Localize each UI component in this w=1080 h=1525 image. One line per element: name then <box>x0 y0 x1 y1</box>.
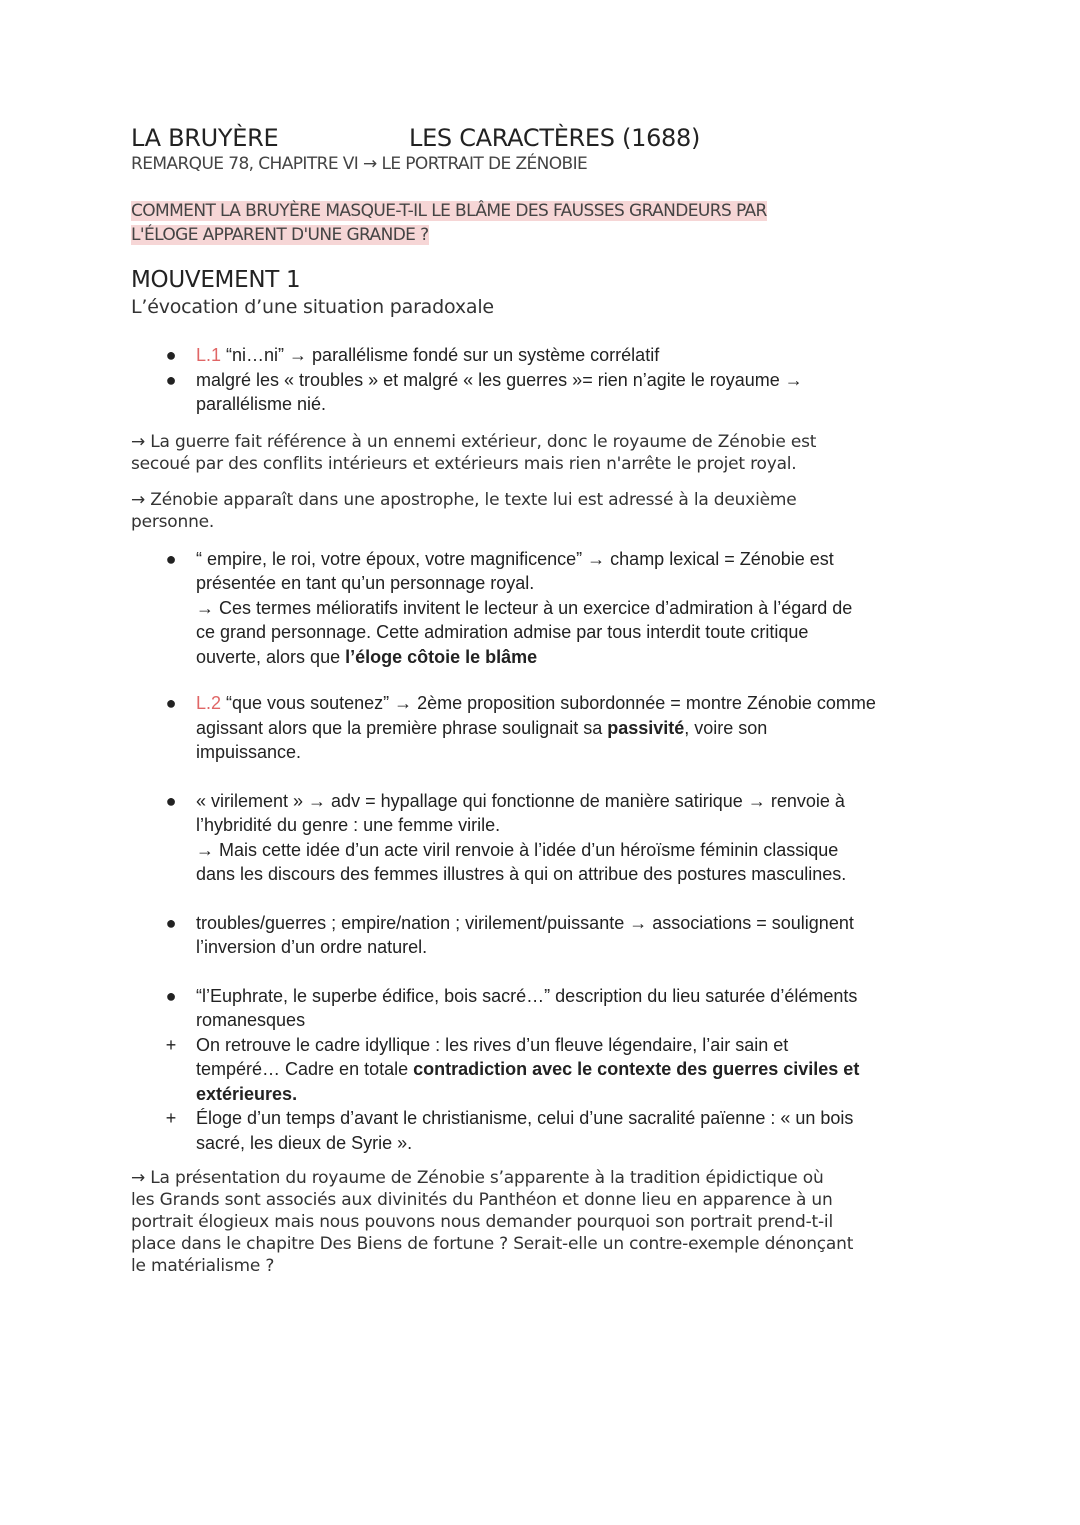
bullet-dot-icon: ● <box>165 369 177 390</box>
list-item-text: , voire son <box>684 717 768 738</box>
list-item <box>131 691 951 765</box>
author-heading: LA BRUYÈRE <box>131 124 279 152</box>
list-item-text: ce grand personnage. Cette admiration admise par tous interdit toute critique <box>196 622 809 642</box>
list-item-text: tempéré… Cadre en totale <box>196 1059 414 1079</box>
movement-title: MOUVEMENT 1 <box>131 267 301 293</box>
movement-subtitle: L’évocation d’une situation paradoxale <box>131 296 494 318</box>
paragraph-line: → Zénobie apparaît dans une apostrophe, le texte lui est adressé à la deuxième <box>131 489 797 510</box>
bullet-list-2 <box>131 547 951 670</box>
emphasis-text: passivité <box>607 717 685 738</box>
list-item <box>131 911 951 960</box>
paragraph-apostrophe <box>131 489 951 533</box>
list-item-text: « virilement » → adv = hypallage qui fonctionne de manière satirique → renvoie à <box>196 790 845 811</box>
question-line-1: COMMENT LA BRUYÈRE MASQUE-T-IL LE BLÂME DES FAUSSES GRANDEURS PAR <box>131 201 767 221</box>
list-item-text: impuissance. <box>196 742 302 762</box>
emphasis-text: contradiction avec le contexte des guerres civiles et <box>413 1059 860 1079</box>
paragraph-line: → La guerre fait référence à un ennemi extérieur, donc le royaume de Zénobie est <box>131 431 817 452</box>
list-item-text: → Mais cette idée d’un acte viril renvoie à l’idée d’un héroïsme féminin classique <box>196 839 839 860</box>
bullet-list-5 <box>131 911 951 960</box>
problematic-question <box>131 199 951 247</box>
list-item-text: troubles/guerres ; empire/nation ; virilement/puissante → associations = soulignent <box>196 912 854 933</box>
list-item <box>131 547 951 670</box>
list-item <box>131 368 951 417</box>
bullet-dot-icon: ● <box>165 693 177 713</box>
bullet-dot-icon: ● <box>165 548 177 569</box>
document-page <box>131 124 951 1277</box>
list-item-text: Éloge d’un temps d’avant le christianisme, celui d’une sacralité païenne : « un bois <box>196 1108 854 1128</box>
remark-subtitle: REMARQUE 78, CHAPITRE VI → LE PORTRAIT DE ZÉNOBIE <box>131 154 588 174</box>
bullet-list-4 <box>131 789 951 887</box>
list-item-text: agissant alors que la première phrase soulignait sa <box>196 717 608 738</box>
bullet-list-3 <box>131 691 951 765</box>
list-item-text: “ni…ni” → parallélisme fondé sur un système corrélatif <box>221 345 660 365</box>
list-item <box>131 1106 951 1155</box>
work-heading: LES CARACTÈRES (1688) <box>409 124 701 152</box>
list-item-text: → Ces termes mélioratifs invitent le lecteur à un exercice d’admiration à l’égard de <box>196 597 853 618</box>
paragraph-line: personne. <box>131 511 215 532</box>
list-item-text: romanesques <box>196 1010 306 1030</box>
list-item-text: sacré, les dieux de Syrie ». <box>196 1132 413 1153</box>
bullet-dot-icon: ● <box>165 985 177 1006</box>
list-item-text: malgré les « troubles » et malgré « les guerres »= rien n’agite le royaume → <box>196 369 803 390</box>
list-item-text: l’inversion d’un ordre naturel. <box>196 937 428 957</box>
bullet-plus-icon: + <box>165 1108 177 1128</box>
list-item-text: ouverte, alors que <box>196 646 346 667</box>
bullet-dot-icon: ● <box>165 790 177 811</box>
paragraph-war <box>131 431 951 475</box>
list-item <box>131 984 951 1033</box>
bullet-dot-icon: ● <box>165 345 177 365</box>
list-item-text: parallélisme nié. <box>196 394 327 414</box>
line-reference: L.2 <box>196 693 222 713</box>
bullet-list-6 <box>131 984 951 1156</box>
list-item-text: “ empire, le roi, votre époux, votre magnificence” → champ lexical = Zénobie est <box>196 548 834 569</box>
list-item <box>131 343 951 368</box>
list-item-text: l’hybridité du genre : une femme virile. <box>196 815 501 835</box>
list-item-text: “l’Euphrate, le superbe édifice, bois sacré…” description du lieu saturée d’éléments <box>196 985 858 1006</box>
emphasis-text: l’éloge côtoie le blâme <box>345 646 538 667</box>
paragraph-line: place dans le chapitre Des Biens de fortune ? Serait-elle un contre-exemple dénonçant <box>131 1234 854 1254</box>
paragraph-line: portrait élogieux mais nous pouvons nous demander pourquoi son portrait prend-t-il <box>131 1212 833 1232</box>
list-item-text: présentée en tant qu’un personnage royal. <box>196 573 535 593</box>
list-item-text: “que vous soutenez” → 2ème proposition subordonnée = montre Zénobie comme <box>221 693 876 713</box>
line-reference: L.1 <box>196 345 222 365</box>
list-item <box>131 789 951 887</box>
emphasis-text: extérieures. <box>196 1083 298 1104</box>
question-line-2: L'ÉLOGE APPARENT D'UNE GRANDE ? <box>131 225 429 245</box>
bullet-plus-icon: + <box>165 1034 177 1055</box>
paragraph-line: → La présentation du royaume de Zénobie s’apparente à la tradition épidictique où <box>131 1168 824 1188</box>
paragraph-line: les Grands sont associés aux divinités du Panthéon et donne lieu en apparence à un <box>131 1190 833 1210</box>
list-item <box>131 1033 951 1107</box>
bullet-list-1 <box>131 343 951 417</box>
paragraph-line: secoué par des conflits intérieurs et extérieurs mais rien n'arrête le projet royal. <box>131 453 797 474</box>
paragraph-conclusion <box>131 1167 951 1277</box>
list-item-text: dans les discours des femmes illustres à qui on attribue des postures masculines. <box>196 864 847 884</box>
bullet-dot-icon: ● <box>165 912 177 933</box>
list-item-text: On retrouve le cadre idyllique : les rives d’un fleuve légendaire, l’air sain et <box>196 1034 789 1055</box>
title-row <box>131 124 951 152</box>
paragraph-line: le matérialisme ? <box>131 1256 275 1276</box>
